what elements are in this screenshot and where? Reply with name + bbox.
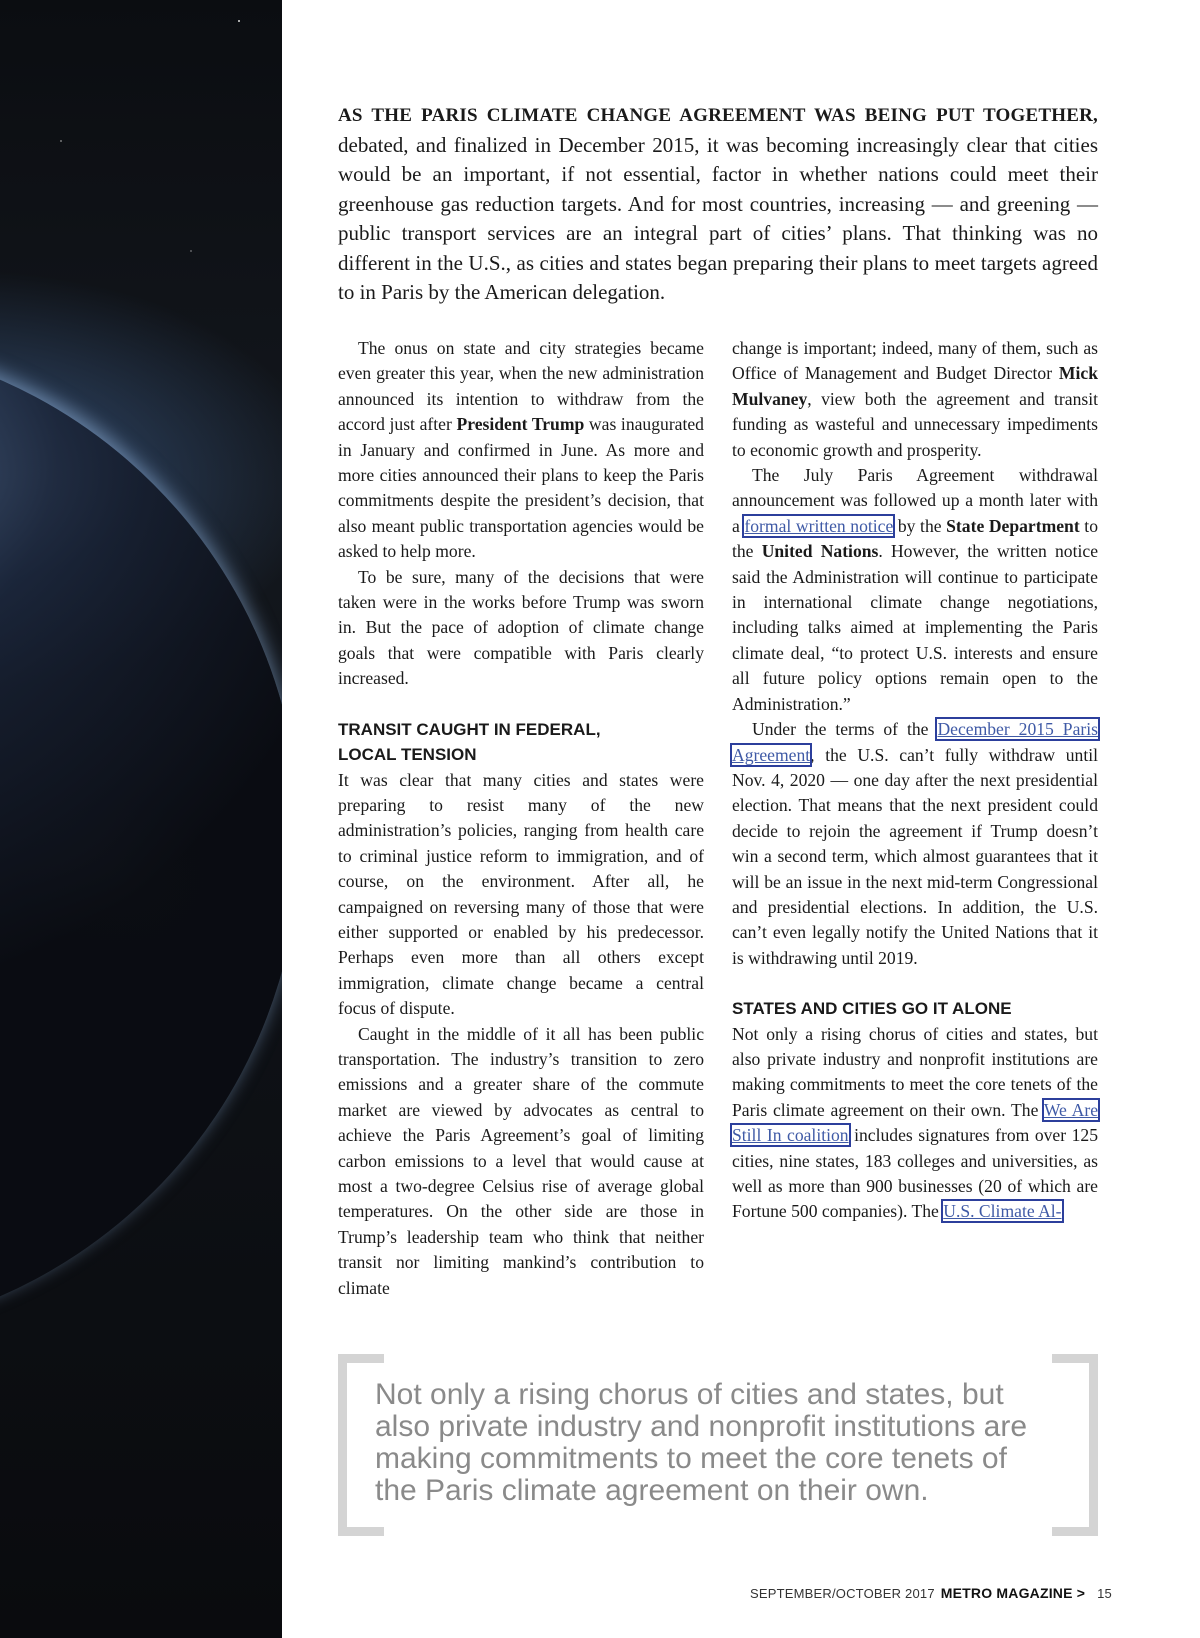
earth-photo <box>0 0 282 1638</box>
body-paragraph: Not only a rising chorus of cities and states, but also private industry and nonprofit institutions are making commitments to meet the core tenets of the Paris climate agreement on their own. The We Are Still In coalition includes signatures from over 125 cities, nine states, 183 colleges and universities, as well as more than 900 businesses (20 of which are Fortune 500 companies). The U.S. Climate Al- <box>732 1023 1098 1222</box>
formal-written-notice-link[interactable]: formal written notice <box>744 515 894 536</box>
right-column <box>732 336 1098 1225</box>
we-are-still-in-link[interactable]: We Are Still In coalition <box>732 1099 1098 1146</box>
body-paragraph: The onus on state and city strategies became even greater this year, when the new administration announced its intention to withdraw from the accord just after President Trump was inaugurated in January and confirmed in June. As more and more cities announced their plans to keep the Paris commitments despite the president’s decision, that also meant public transportation agencies would be asked to help more. <box>338 338 704 562</box>
pull-quote <box>338 1354 1098 1536</box>
name-mick-mulvaney: Mick Mulvaney <box>732 363 1098 409</box>
page-number: 15 <box>1097 1586 1112 1601</box>
body-paragraph: It was clear that many cities and states were preparing to resist many of the new administration’s policies, ranging from health care to criminal justice reform to immigration, and of course, on the environment. After all, he campaigned on reversing many of those that were either supported or enabled by his predecessor. Perhaps even more than all others except immigration, climate change became a central focus of dispute. <box>338 769 704 1019</box>
right-bracket <box>1052 1354 1098 1536</box>
body-paragraph: change is important; indeed, many of them, such as Office of Management and Budget Director Mick Mulvaney, view both the agreement and transit funding as wasteful and unnecessary impediments to economic growth and prosperity. <box>732 338 1098 460</box>
body-paragraph: Under the terms of the December 2015 Paris Agreement, the U.S. can’t fully withdraw until Nov. 4, 2020 — one day after the next presidential election. That means that the next president could decide to rejoin the agreement if Trump doesn’t win a second term, which almost guarantees that it will be an issue in the next mid-term Congressional and presidential elections. In addition, the U.S. can’t even legally notify the United Nations that it is withdrawing until 2019. <box>732 719 1098 968</box>
body-paragraph: Caught in the middle of it all has been public transportation. The industry’s transition to zero emissions and a greater share of the commute market are viewed by advocates as central to achieve the Paris Agreement’s goal of limiting carbon emissions to a level that would cause at most a two-degree Celsius rise of average global temperatures. On the other side are those in Trump’s leadership team who think that neither transit nor limiting mankind’s contribution to climate <box>338 1023 704 1298</box>
us-climate-alliance-link[interactable]: U.S. Climate Al- <box>943 1201 1062 1222</box>
left-column <box>338 336 704 1301</box>
body-paragraph: The July Paris Agreement withdrawal announcement was followed up a month later with a formal written notice by the State Department to the United Nations. However, the written notice said the Administration will continue to participate in international climate change negotiations, including talks aimed at implementing the Paris climate deal, “to protect U.S. interests and ensure all future policy options remain open to the Administration.” <box>732 465 1098 714</box>
page-footer <box>750 1585 1112 1601</box>
magazine-name: METRO MAGAZINE > <box>940 1585 1086 1601</box>
intro-lead: AS THE PARIS CLIMATE CHANGE AGREEMENT WAS BEING PUT TOGETHER, <box>338 105 1098 126</box>
section-heading-transit: TRANSIT CAUGHT IN FEDERAL, LOCAL TENSION <box>338 719 601 765</box>
intro-text: debated, and finalized in December 2015, it was becoming increasingly clear that cities would be an important, if not essential, factor in whether nations could meet their greenhouse gas reduction targets. And for most countries, increasing — and greening — public transport services are an integral part of cities’ plans. That thinking was no different in the U.S., as cities and states began preparing their plans to meet targets agreed to in Paris by the American delegation. <box>338 132 1098 304</box>
body-paragraph: To be sure, many of the decisions that were taken were in the works before Trump was sworn in. But the pace of adoption of climate change goals that were compatible with Paris clearly increased. <box>338 566 704 689</box>
pull-quote-text: Not only a rising chorus of cities and states, but also private industry and nonprofit institutions are making commitments to meet the core tenets of the Paris climate agreement on their own. <box>375 1378 1028 1507</box>
issue-date: SEPTEMBER/OCTOBER 2017 <box>749 1586 935 1601</box>
paris-agreement-link[interactable]: December 2015 Paris Agreement <box>732 719 1098 765</box>
name-president-trump: President Trump <box>456 414 585 435</box>
intro-paragraph <box>338 100 1098 308</box>
section-heading-states-cities: STATES AND CITIES GO IT ALONE <box>732 999 1012 1019</box>
